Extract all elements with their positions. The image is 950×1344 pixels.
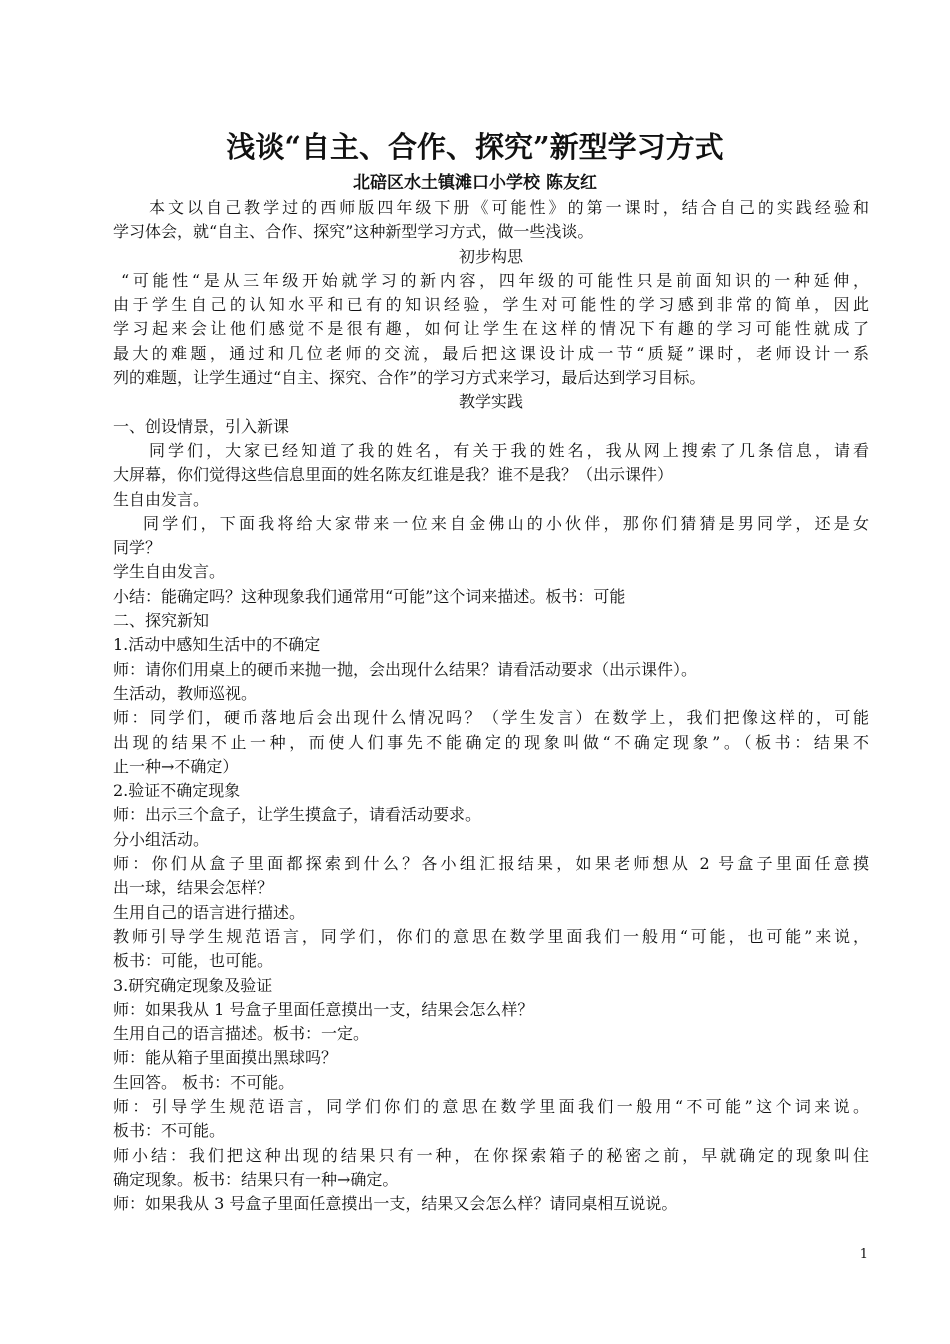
paragraph-line: 止一种→不确定） (113, 756, 239, 776)
paragraph-line: 小结：能确定吗？这种现象我们通常用“可能”这个词来描述。板书：可能 (113, 586, 626, 606)
paragraph-line: 学习体会，就“自主、合作、探究”这种新型学习方式，做一些浅谈。 (113, 222, 594, 242)
section-heading: 教学实践 (458, 392, 523, 412)
document-body (113, 196, 869, 1216)
paragraph-line: 同学们，下面我将给大家带来一位来自金佛山的小伙伴，那你们猜猜是男同学，还是女 (143, 513, 869, 533)
paragraph-line: 师：你们从盒子里面都探索到什么？各小组汇报结果，如果老师想从 2 号盒子里面任意摸 (113, 854, 869, 874)
page-number: 1 (859, 1247, 868, 1262)
paragraph-line: 学习起来会让他们感觉不是很有趣，如何让学生在这样的情况下有趣的学习可能性就成了 (113, 319, 869, 339)
paragraph-line: 生回答。 板书：不可能。 (113, 1072, 295, 1092)
paragraph-line: 学生自由发言。 (113, 562, 226, 582)
paragraph-line: 师小结：我们把这种出现的结果只有一种，在你探索箱子的秘密之前，早就确定的现象叫住 (113, 1145, 869, 1165)
paragraph-line: 最大的难题，通过和几位老师的交流，最后把这课设计成一节“质疑”课时，老师设计一系 (113, 343, 869, 363)
paragraph-line: 板书：不可能。 (113, 1121, 226, 1141)
author-line: 北碚区水土镇滩口小学校 陈友红 (353, 173, 597, 193)
paragraph-line: 教师引导学生规范语言，同学们，你们的意思在数学里面我们一般用“可能，也可能”来说， (113, 926, 869, 946)
paragraph-line: 板书：可能，也可能。 (113, 951, 274, 971)
paragraph-line: 同学？ (113, 538, 162, 558)
paragraph-line: 分小组活动。 (113, 829, 210, 849)
paragraph-line: 大屏幕，你们觉得这些信息里面的姓名陈友红谁是我？谁不是我？（出示课件） (113, 465, 674, 485)
document-title: 浅谈“自主、合作、探究”新型学习方式 (226, 130, 724, 164)
paragraph-line: 师：同学们，硬币落地后会出现什么情况吗？（学生发言）在数学上，我们把像这样的，可能 (113, 708, 869, 728)
paragraph-line: 出一球，结果会怎样？ (113, 878, 274, 898)
subsection-heading: 3.研究确定现象及验证 (113, 975, 273, 995)
paragraph-line: 师：如果我从 3 号盒子里面任意摸出一支，结果又会怎么样？请同桌相互说说。 (113, 1194, 678, 1214)
paragraph-line: 生用自己的语言进行描述。 (113, 902, 306, 922)
section-heading: 初步构思 (458, 246, 523, 266)
paragraph-line: 列的难题，让学生通过“自主、探究、合作”的学习方式来学习，最后达到学习目标。 (113, 368, 706, 388)
subsection-heading: 2.验证不确定现象 (113, 781, 241, 801)
paragraph-line: 同学们，大家已经知道了我的姓名，有关于我的姓名，我从网上搜索了几条信息，请看 (149, 440, 869, 460)
paragraph-line: 生活动，教师巡视。 (113, 683, 258, 703)
paragraph-line: 确定现象。板书：结果只有一种→确定。 (113, 1169, 399, 1189)
paragraph-line: 师：如果我从 1 号盒子里面任意摸出一支，结果会怎么样？ (113, 999, 534, 1019)
paragraph-line: 师：能从箱子里面摸出黑球吗？ (113, 1048, 338, 1068)
paragraph-line: 生用自己的语言描述。板书：一定。 (113, 1024, 370, 1044)
paragraph-line: 师：出示三个盒子，让学生摸盒子，请看活动要求。 (113, 805, 482, 825)
subsection-heading: 一、创设情景，引入新课 (113, 416, 290, 436)
paragraph-line: 由于学生自己的认知水平和已有的知识经验，学生对可能性的学习感到非常的简单，因此 (113, 295, 869, 315)
subsection-heading: 二、探究新知 (113, 611, 210, 631)
paragraph-line: 生自由发言。 (113, 489, 210, 509)
paragraph-line: 师：引导学生规范语言，同学们你们的意思在数学里面我们一般用“不可能”这个词来说。 (113, 1096, 869, 1116)
paragraph-line: 出现的结果不止一种，而使人们事先不能确定的现象叫做“不确定现象”。（板书：结果不 (113, 732, 869, 752)
paragraph-line: “可能性“是从三年级开始就学习的新内容，四年级的可能性只是前面知识的一种延伸， (121, 270, 869, 290)
paragraph-line: 本文以自己教学过的西师版四年级下册《可能性》的第一课时，结合自己的实践经验和 (149, 198, 869, 217)
subsection-heading: 1.活动中感知生活中的不确定 (113, 635, 321, 655)
paragraph-line: 师：请你们用桌上的硬币来抛一抛，会出现什么结果？请看活动要求（出示课件）。 (113, 659, 698, 679)
